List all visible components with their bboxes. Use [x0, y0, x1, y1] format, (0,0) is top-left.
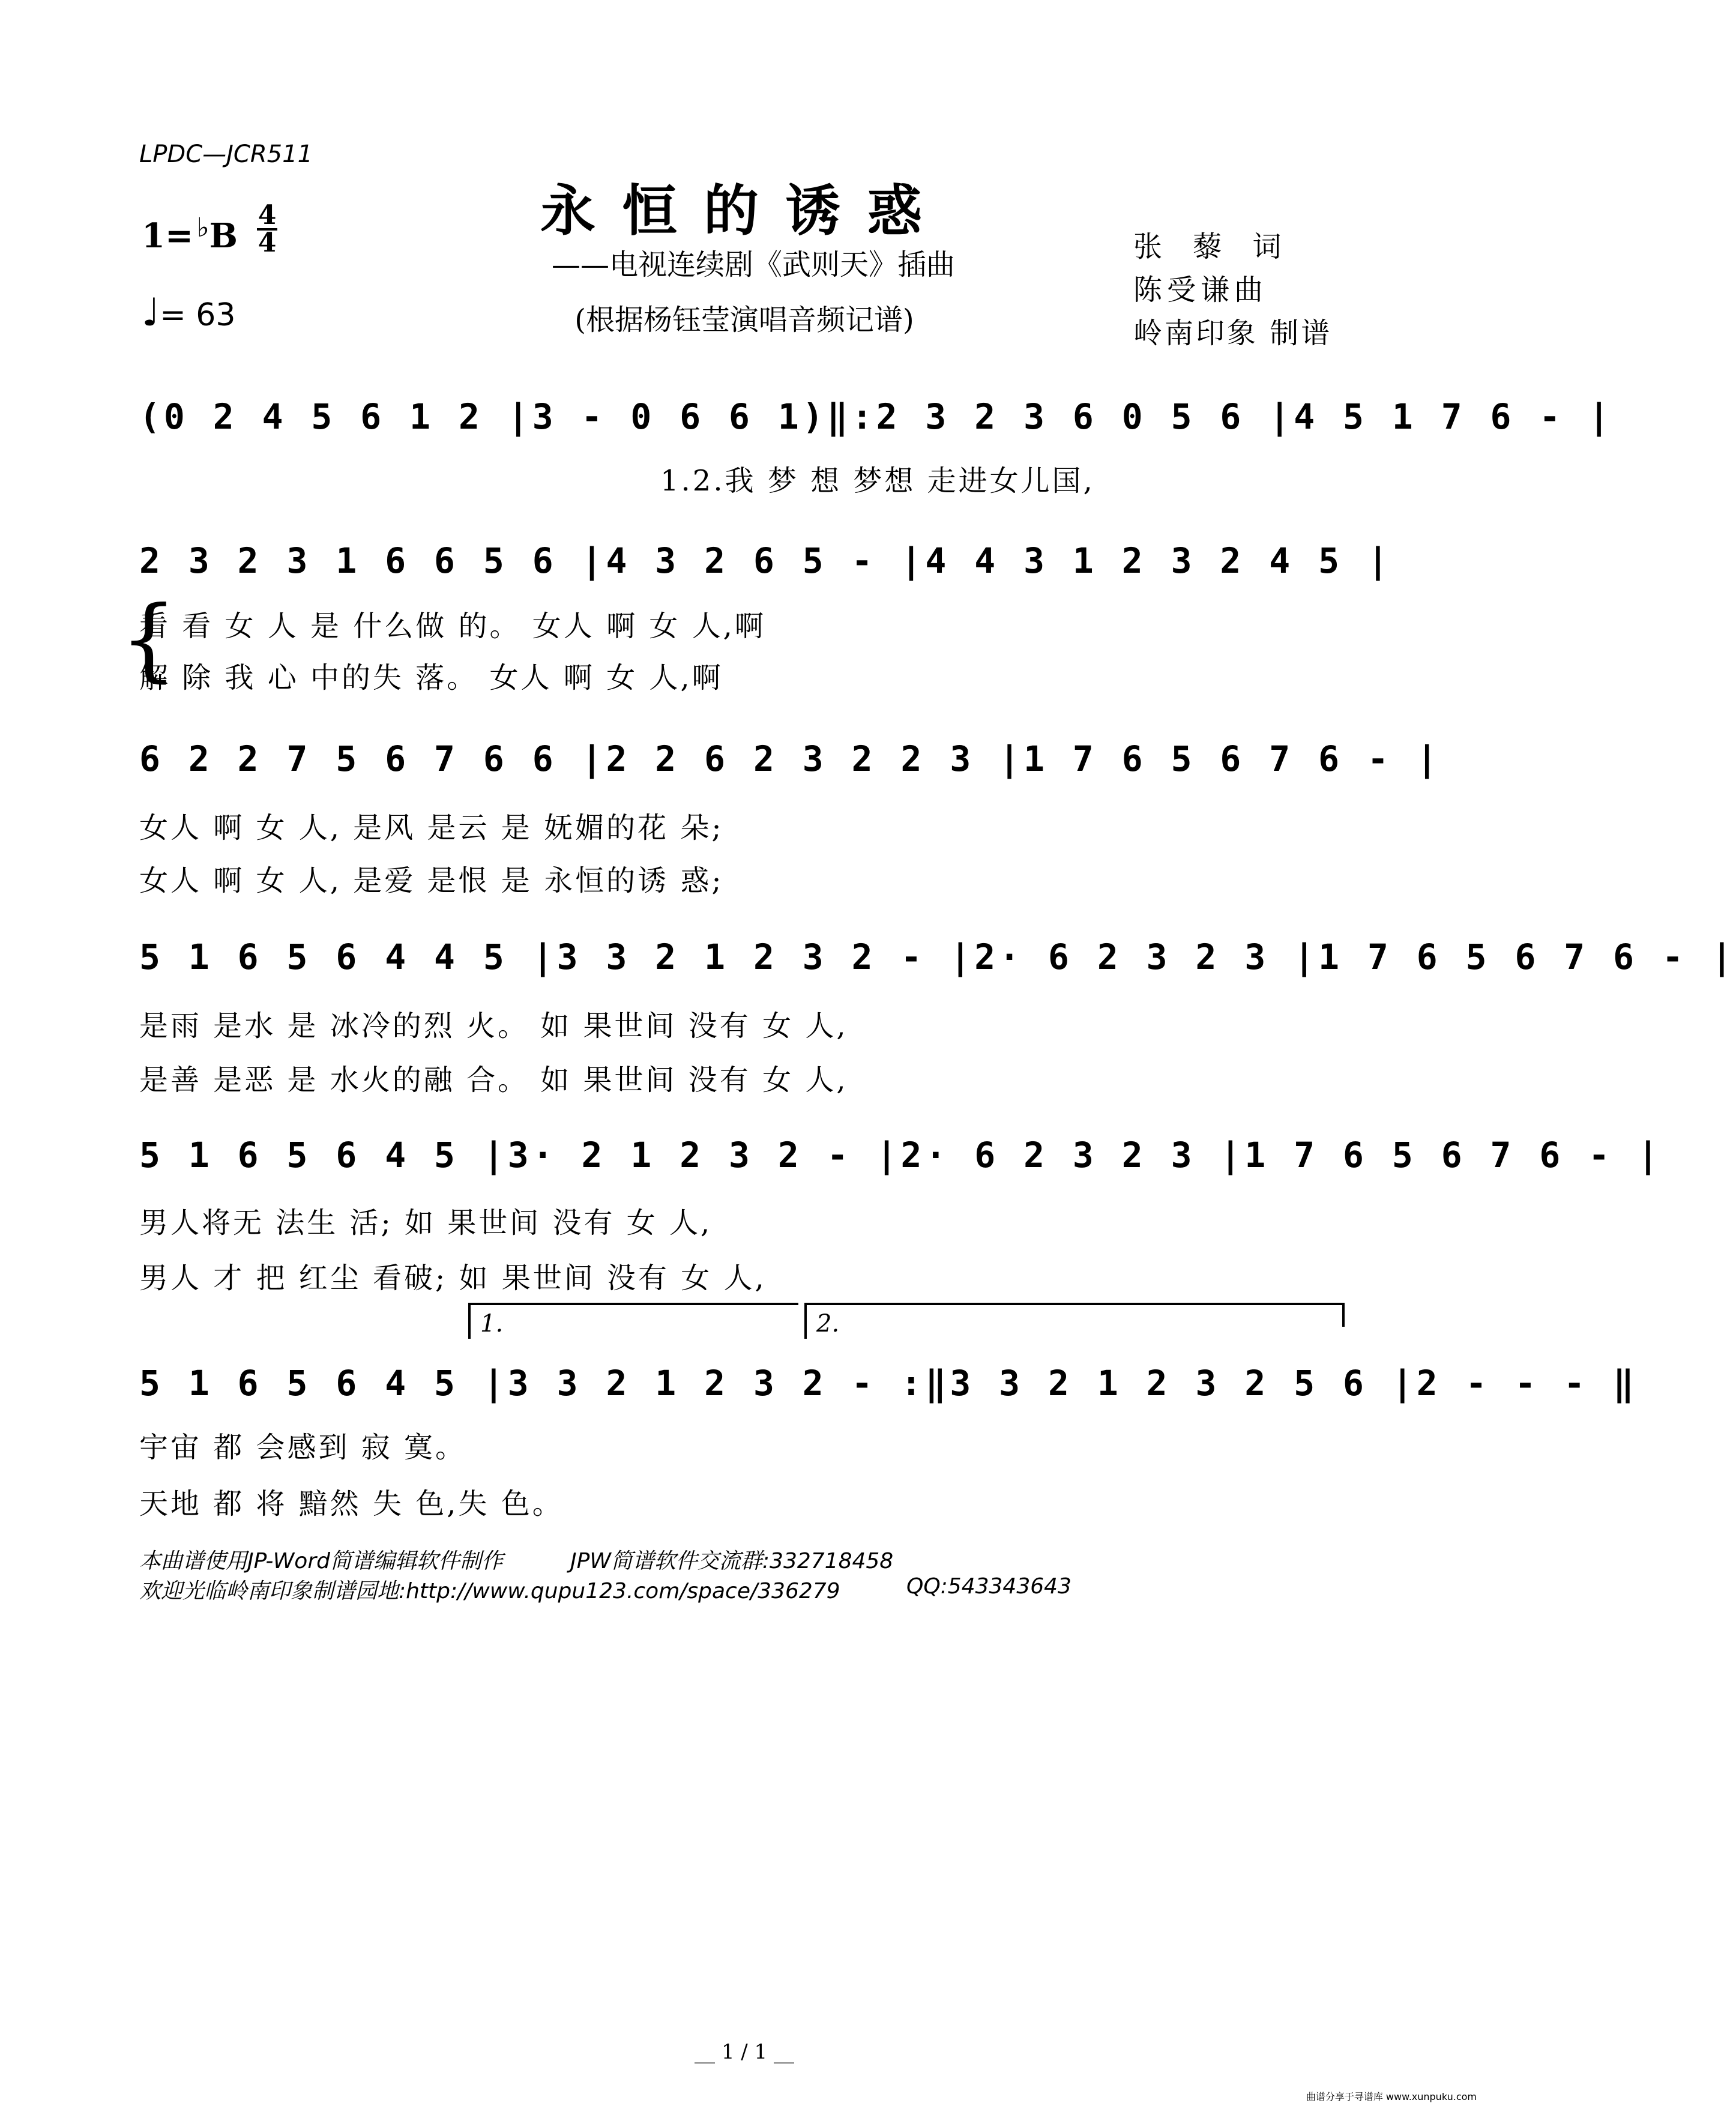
lyric-line-3-verse-2: 女人 啊 女 人, 是爱 是恨 是 永恒的诱 惑; [139, 864, 724, 898]
volta-2-label: 2. [816, 1310, 840, 1338]
volta-2-right-bracket [1342, 1303, 1345, 1327]
volta-2-left-bracket [804, 1303, 807, 1339]
footer-qq: QQ:543343643 [906, 1574, 1071, 1599]
meter-bottom: 4 [258, 228, 277, 258]
lyric-line-2-verse-2: 解 除 我 心 中的失 落。 女人 啊 女 人,啊 [139, 661, 723, 695]
time-signature [257, 200, 277, 258]
key-signature [142, 213, 238, 256]
lyric-line-3-verse-1: 女人 啊 女 人, 是风 是云 是 妩媚的花 朵; [139, 811, 724, 845]
music-line-3: 6 2 2 7 5 6 7 6 6 |2 2 6 2 3 2 2 3 |1 7 6 5 6 7 6 - | [139, 738, 1441, 779]
lyricist-credit: 张 藜 词 [1133, 230, 1292, 264]
source-note: (根据杨钰莹演唱音频记谱) [574, 303, 914, 337]
music-line-1: (0 2 4 5 6 1 2 |3 - 0 6 6 1)‖:2 3 2 3 6 0 5 6 |4 5 1 7 6 - | [139, 396, 1614, 437]
flat-icon: ♭ [196, 213, 209, 243]
lyric-line-2-verse-1: 看 看 女 人 是 什么做 的。 女人 啊 女 人,啊 [139, 609, 766, 643]
music-line-5: 5 1 6 5 6 4 5 |3· 2 1 2 3 2 - |2· 6 2 3 2 3 |1 7 6 5 6 7 6 - | [139, 1135, 1662, 1175]
tempo-marking [142, 291, 235, 335]
tempo-value: = 63 [160, 297, 236, 333]
volta-1-top-bracket [468, 1303, 798, 1305]
footer-software-note: 本曲谱使用JP-Word简谱编辑软件制作 [139, 1549, 503, 1573]
footer-website[interactable]: 欢迎光临岭南印象制谱园地:http://www.qupu123.com/space/336279 [139, 1579, 840, 1604]
key-note: B [209, 216, 238, 256]
lyric-line-5-verse-2: 男人 才 把 红尘 看破; 如 果世间 没有 女 人, [139, 1261, 767, 1295]
watermark: 曲谱分享于寻谱库 www.xunpuku.com [1306, 2091, 1477, 2102]
volta-2-top-bracket [804, 1303, 1345, 1305]
music-line-2: 2 3 2 3 1 6 6 5 6 |4 3 2 6 5 - |4 4 3 1 2 3 2 4 5 | [139, 540, 1392, 581]
composer-credit: 陈受谦曲 [1133, 273, 1268, 307]
lyric-line-5-verse-1: 男人将无 法生 活; 如 果世间 没有 女 人, [139, 1206, 713, 1240]
page-number: __ 1 / 1 __ [695, 2040, 794, 2064]
lyric-line-4-verse-1: 是雨 是水 是 冰冷的烈 火。 如 果世间 没有 女 人, [139, 1009, 848, 1043]
catalog-code: LPDC—JCR511 [139, 140, 313, 168]
meter-top: 4 [258, 200, 277, 231]
lyric-line-6-verse-2: 天地 都 将 黯然 失 色,失 色。 [139, 1487, 564, 1521]
footer-group-note: JPW简谱软件交流群:332718458 [570, 1549, 894, 1573]
subtitle: ——电视连续剧《武则天》插曲 [551, 248, 955, 282]
quarter-note-icon: ♩ [142, 291, 160, 335]
lyric-line-4-verse-2: 是善 是恶 是 水火的融 合。 如 果世间 没有 女 人, [139, 1063, 848, 1097]
arranger-credit: 岭南印象 制谱 [1133, 316, 1333, 350]
lyric-line-6-verse-1: 宇宙 都 会感到 寂 寞。 [139, 1431, 467, 1464]
song-title: 永恒的诱惑 [540, 178, 948, 243]
music-line-6: 5 1 6 5 6 4 5 |3 3 2 1 2 3 2 - :‖3 3 2 1 2 3 2 5 6 |2 - - - ‖ [139, 1363, 1638, 1404]
music-line-4: 5 1 6 5 6 4 4 5 |3 3 2 1 2 3 2 - |2· 6 2 3 2 3 |1 7 6 5 6 7 6 - | [139, 937, 1736, 977]
key-label: 1= [142, 216, 193, 256]
volta-1-label: 1. [480, 1310, 504, 1338]
verse-brace: { [120, 587, 178, 692]
volta-1-left-bracket [468, 1303, 471, 1339]
lyric-line-1: 1.2.我 梦 想 梦想 走进女儿国, [660, 464, 1095, 498]
